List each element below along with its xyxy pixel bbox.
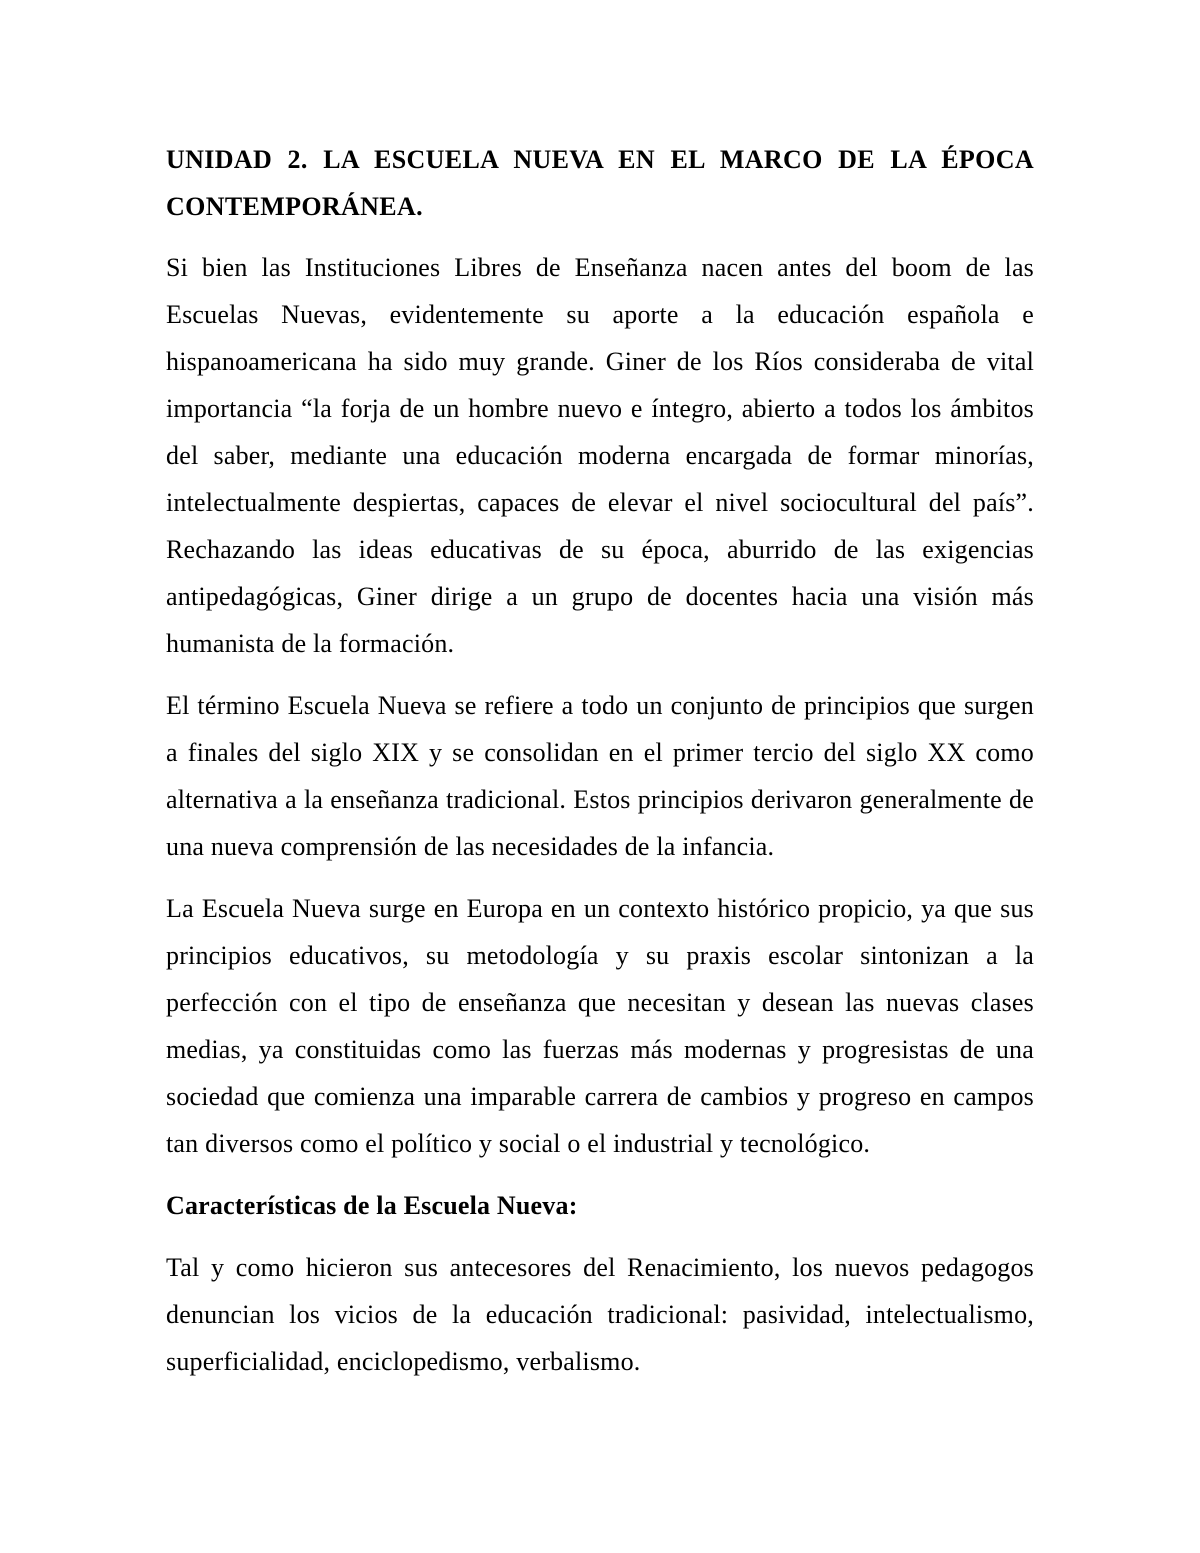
paragraph-instituciones-libres: Si bien las Instituciones Libres de Enseñanza nacen antes del boom de las Escuelas Nuevas, evidentemente su aporte a la educación española e hispanoamericana ha sido muy grande. Giner de los Ríos consideraba de vital importancia “la forja de un hombre nuevo e íntegro, abierto a todos los ámbitos del saber, mediante una educación moderna encargada de formar minorías, intelectualmente despiertas, capaces de elevar el nivel sociocultural del país”. Rechazando las ideas educativas de su época, aburrido de las exigencias antipedagógicas, Giner dirige a un grupo de docentes hacia una visión más humanista de la formación.: [166, 253, 1034, 658]
paragraph-contexto-historico: La Escuela Nueva surge en Europa en un contexto histórico propicio, ya que sus principios educativos, su metodología y su praxis escolar sintonizan a la perfección con el tipo de enseñanza que necesitan y desean las nuevas clases medias, ya constituidas como las fuerzas más modernas y progresistas de una sociedad que comienza una imparable carrera de cambios y progreso en campos tan diversos como el político y social o el industrial y tecnológico.: [166, 894, 1034, 1158]
section-heading-caracteristicas: Características de la Escuela Nueva:: [166, 1191, 578, 1220]
document-page: [166, 136, 1034, 1400]
document-title: UNIDAD 2. LA ESCUELA NUEVA EN EL MARCO DE LA ÉPOCA CONTEMPORÁNEA.: [166, 145, 1034, 221]
paragraph-vicios-educacion-tradicional: Tal y como hicieron sus antecesores del Renacimiento, los nuevos pedagogos denuncian los vicios de la educación tradicional: pasividad, intelectualismo, superficialidad, enciclopedismo, verbalismo.: [166, 1253, 1034, 1376]
paragraph-termino-escuela-nueva: El término Escuela Nueva se refiere a todo un conjunto de principios que surgen a finales del siglo XIX y se consolidan en el primer tercio del siglo XX como alternativa a la enseñanza tradicional. Estos principios derivaron generalmente de una nueva comprensión de las necesidades de la infancia.: [166, 691, 1034, 861]
